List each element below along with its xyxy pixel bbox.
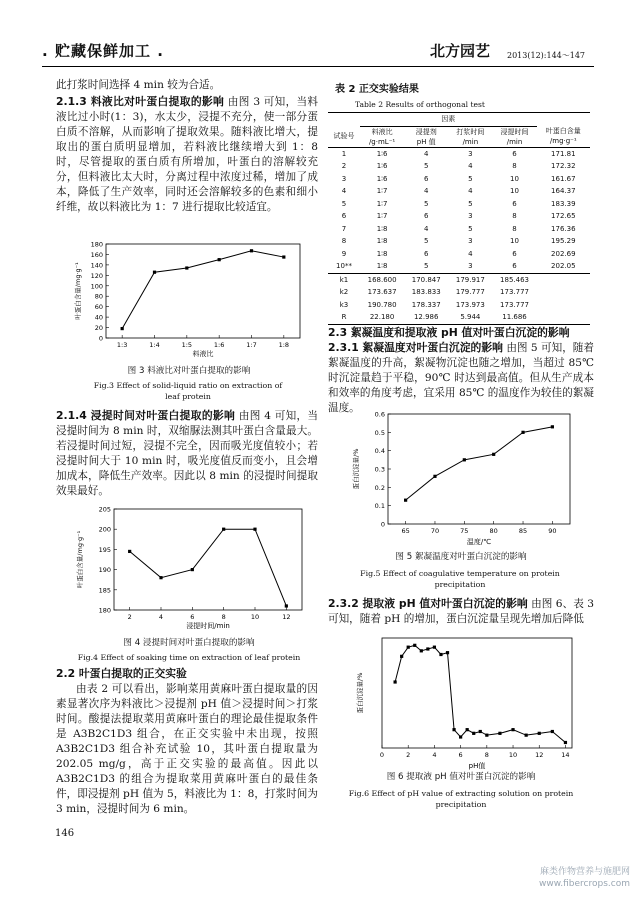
data-point: [564, 741, 567, 744]
table-cell: 172.65: [551, 212, 576, 221]
table-cell: 4: [423, 187, 429, 196]
table-cell: 1∶7: [376, 187, 388, 196]
table-row: [328, 299, 590, 312]
data-point: [404, 499, 407, 502]
table-cell: 1∶8: [376, 237, 388, 246]
table-cell: 190.780: [367, 300, 397, 309]
table-cell: 164.37: [551, 187, 576, 196]
y-tick-label: 205: [98, 505, 111, 514]
y-axis-label: 蛋白沉淀量/%: [356, 672, 364, 714]
y-tick-label: 195: [98, 545, 111, 554]
table-cell: 6: [423, 212, 429, 221]
table-cell: 179.917: [455, 275, 485, 284]
x-tick-label: 1:3: [116, 341, 128, 349]
table-cell: 6: [512, 199, 517, 208]
table-body: [328, 147, 590, 324]
table-cell: 179.777: [455, 288, 485, 297]
table-cell: 8: [512, 162, 517, 171]
series-line: [122, 251, 284, 329]
table-row: [328, 173, 590, 186]
table-cell: 6: [423, 174, 429, 183]
y-tick-label: 0.6: [374, 410, 385, 419]
data-point: [525, 734, 528, 737]
y-tick-label: 0.2: [374, 483, 385, 492]
x-tick-label: 4: [158, 613, 164, 621]
x-tick-label: 1:4: [149, 341, 160, 349]
table-cell: 170.847: [411, 275, 441, 284]
table-cell: 183.833: [411, 288, 441, 297]
table-cell: 6: [423, 249, 429, 258]
section-2-3-2-heading: 2.3.2 提取液 pH 值对叶蛋白沉淀的影响: [328, 597, 528, 610]
y-axis-label: 叶蛋白含量/mg·g⁻¹: [74, 262, 82, 320]
x-tick-label: 1:6: [213, 341, 225, 349]
table-cell: 5: [468, 224, 473, 233]
data-point: [511, 728, 514, 731]
table-cell: 1∶6: [376, 174, 388, 183]
data-point: [472, 732, 475, 735]
table-cell: 1∶8: [376, 249, 388, 258]
data-point: [413, 644, 416, 647]
table-row: [328, 273, 590, 286]
section-2-3-heading: 2.3 絮凝温度和提取液 pH 值对叶蛋白沉淀的影响: [328, 326, 570, 339]
data-point: [463, 458, 466, 461]
table-cell: 5.944: [460, 313, 481, 322]
table-row: [328, 311, 590, 324]
section-2-1-4: [56, 408, 318, 499]
page-number: 146: [55, 828, 75, 839]
journal-section-label: 贮藏保鲜加工: [54, 42, 151, 60]
table-cell: 161.67: [551, 174, 576, 183]
x-tick-label: 1:7: [246, 341, 257, 349]
y-tick-label: 0: [380, 520, 385, 529]
data-point: [222, 528, 225, 531]
y-tick-label: 0: [98, 334, 103, 343]
table-header-row: [328, 126, 590, 147]
x-tick-label: 14: [561, 751, 570, 759]
data-point: [551, 425, 554, 428]
table-cell: 10: [510, 187, 519, 196]
y-tick-label: 0.1: [374, 502, 385, 511]
section-2-3-2-text: 由图 6、表 3 可知，随着 pH 的增加，蛋白沉淀量呈现先增加后降低: [328, 598, 594, 625]
section-2-1-4-heading: 2.1.4 浸提时间对叶蛋白提取的影响: [56, 409, 236, 422]
table-cell: 5: [341, 199, 347, 208]
table-cell: 195.29: [551, 237, 576, 246]
x-tick-label: 1:5: [181, 341, 193, 349]
table-group-spacer: [328, 113, 360, 127]
data-point: [426, 647, 429, 650]
x-tick-label: 6: [190, 613, 195, 621]
issue-info: 2013(12):144～147: [507, 51, 586, 60]
x-tick-label: 12: [282, 613, 291, 621]
y-tick-label: 80: [94, 292, 103, 301]
data-point: [433, 646, 436, 649]
table-cell: 3: [468, 237, 473, 246]
table-cell: 3: [468, 212, 473, 221]
table-cell: 1∶8: [376, 224, 388, 233]
table-cell: 10: [510, 237, 519, 246]
y-tick-label: 200: [98, 525, 111, 534]
journal-section-title: [42, 40, 164, 61]
y-tick-label: 100: [90, 282, 103, 291]
table2-wrapper: [328, 112, 590, 325]
data-point: [538, 732, 541, 735]
y-tick-label: 20: [94, 324, 103, 333]
table-row: [328, 147, 590, 160]
x-axis-label: 料液比: [192, 350, 214, 358]
plot-frame: [114, 509, 302, 610]
data-point: [407, 646, 410, 649]
y-axis-label: 叶蛋白含量/mg·g⁻¹: [76, 530, 84, 589]
y-tick-label: 190: [98, 566, 111, 575]
table-cell: R: [341, 313, 347, 322]
table-row: [328, 260, 590, 273]
x-tick-label: 12: [535, 751, 544, 759]
table-cell: 1∶8: [376, 262, 388, 271]
y-axis-label: 蛋白沉淀量/%: [352, 448, 360, 490]
fig3-caption-en: Fig.3 Effect of solid-liquid ratio on extraction of leaf protein: [93, 381, 283, 401]
table-cell: 12.986: [413, 313, 439, 322]
x-tick-label: 1:8: [278, 341, 290, 349]
table-cell: [537, 273, 590, 286]
table-cell: 4: [423, 224, 429, 233]
table-cell: 6: [512, 262, 517, 271]
table-cell: 3: [468, 262, 473, 271]
table-cell: 8: [512, 212, 517, 221]
y-tick-label: 0.3: [374, 465, 385, 474]
table-header-cell: 叶蛋白含量 /mg·g⁻¹: [545, 127, 581, 146]
table-cell: 5: [423, 162, 429, 171]
y-tick-label: 0.5: [374, 428, 385, 437]
fig3-caption-cn: 图 3 料液比对叶蛋白提取的影响: [127, 366, 251, 376]
table-cell: 1∶7: [376, 212, 388, 221]
x-tick-label: 10: [250, 613, 260, 621]
data-point: [551, 730, 554, 733]
data-point: [250, 249, 253, 252]
section-dot-icon: .: [157, 42, 164, 60]
data-point: [466, 728, 469, 731]
series-line: [395, 645, 565, 742]
fig6-caption-cn: 图 6 提取液 pH 值对叶蛋白沉淀的影响: [386, 772, 536, 782]
table-cell: 5: [423, 237, 429, 246]
header-rule: [42, 66, 594, 67]
data-point: [159, 576, 162, 579]
data-point: [498, 732, 501, 735]
table-row: [328, 160, 590, 173]
table-cell: 173.777: [500, 300, 529, 309]
x-tick-label: 0: [379, 751, 385, 759]
table-cell: 173.777: [500, 288, 529, 297]
table-cell: 7: [341, 224, 347, 233]
table-cell: 5: [423, 199, 429, 208]
data-point: [253, 528, 256, 531]
table-cell: 176.36: [551, 224, 576, 233]
table-cell: 2: [341, 162, 347, 171]
table-cell: 10**: [336, 262, 352, 271]
section-2-2-heading: 2.2 叶蛋白提取的正交实验: [56, 667, 187, 680]
table-header-cell: 料液比 /g·mL⁻¹: [368, 127, 396, 146]
y-tick-label: 40: [94, 313, 103, 322]
data-point: [485, 734, 488, 737]
table-cell: 4: [423, 149, 429, 158]
data-point: [433, 475, 436, 478]
data-point: [459, 735, 462, 738]
x-tick-label: 10: [508, 751, 518, 759]
data-point: [394, 680, 397, 683]
x-tick-label: 90: [548, 527, 557, 535]
plot-frame: [382, 638, 572, 748]
data-point: [282, 255, 285, 258]
plot-frame: [106, 244, 300, 338]
x-tick-label: 75: [460, 527, 469, 535]
table-cell: 4: [468, 249, 473, 258]
fig6-caption-en: Fig.6 Effect of pH value of extracting solution on protein precipitation: [348, 789, 574, 809]
table-row: [328, 210, 590, 223]
data-point: [191, 568, 194, 571]
table-cell: 8: [341, 237, 347, 246]
data-point: [285, 604, 288, 607]
table-cell: k3: [339, 300, 349, 309]
table-cell: 168.600: [367, 275, 397, 284]
table-cell: k2: [339, 288, 349, 297]
table-header-cell: 打浆时间 /min: [456, 127, 485, 146]
journal-name: 北方园艺: [430, 42, 491, 60]
x-tick-label: 65: [401, 527, 410, 535]
table-header-cell: 浸提时间 /min: [500, 127, 529, 146]
y-tick-label: 60: [94, 303, 103, 312]
table-row: [328, 235, 590, 248]
data-point: [479, 730, 482, 733]
data-point: [420, 649, 423, 652]
y-tick-label: 140: [90, 261, 103, 270]
table-cell: 5: [468, 174, 473, 183]
table-cell: 1: [341, 149, 347, 158]
fig5-caption-en: Fig.5 Effect of coagulative temperature on protein precipitation: [360, 569, 560, 589]
table-row: [328, 223, 590, 236]
table-cell: 202.69: [551, 249, 576, 258]
table-cell: 22.180: [369, 313, 395, 322]
series-line: [130, 529, 287, 606]
data-point: [452, 728, 455, 731]
section-2-1-4-text: 由图 4 可知，当浸提时间为 8 min 时，双缩脲法测其叶蛋白含量最大。若浸提时间过短，浸提不完全，因而吸光度值较小；若浸提时间大于 10 min 时，吸光度值反而变小，且会增加成本，降低生产效率。因此以 8 min 的浸提时间提取效果最好。: [56, 410, 319, 497]
table-cell: 183.39: [551, 199, 576, 208]
table-row: [328, 248, 590, 261]
data-point: [121, 327, 124, 330]
section-2-3-1: [328, 340, 594, 416]
y-tick-label: 0.4: [374, 447, 385, 456]
x-tick-label: 70: [430, 527, 440, 535]
data-point: [128, 550, 131, 553]
section-2-1-3-text: 由图 3 可知，当料液比过小时(1：3)，水太少，浸提不充分，使一部分蛋白质不溶解，从而影响了提取效果。随料液比增大，提取出的蛋白质明显增加，若料液比继续增大到 1：8 时，尽管提取的蛋白质有所增加，叶蛋白的溶解较充分，但料液比太大时，分离过程中浓度过稀，增加了成本，降低了生产效率，同时还会溶解较多的色素和细小纤维，故以料液比为 1：7 进行提取比较适宜。: [56, 96, 318, 213]
fig4-chart: [72, 505, 312, 630]
table-cell: 173.973: [455, 300, 485, 309]
section-2-1-3-heading: 2.1.3 料液比对叶蛋白提取的影响: [56, 95, 225, 108]
fig5-chart: [348, 408, 578, 546]
table-cell: 202.05: [551, 262, 576, 271]
x-tick-label: 2: [406, 751, 411, 759]
x-tick-label: 8: [484, 751, 489, 759]
data-point: [153, 271, 156, 274]
x-tick-label: 85: [518, 527, 528, 535]
table-cell: 6: [512, 249, 517, 258]
table-cell: [537, 311, 590, 324]
x-tick-label: 2: [127, 613, 132, 621]
x-axis-label: pH值: [468, 762, 486, 770]
fig6-chart: [352, 632, 582, 770]
section-2-3-2: [328, 596, 594, 627]
table-cell: 178.337: [411, 300, 441, 309]
table-cell: 5: [423, 262, 429, 271]
section-2-3-1-heading: 2.3.1 絮凝温度对叶蛋白沉淀的影响: [328, 341, 503, 354]
y-tick-label: 180: [90, 240, 103, 249]
table-cell: 185.463: [500, 275, 529, 284]
table2-title-en: Table 2 Results of orthogonal test: [355, 100, 485, 109]
section-2-3-1-text: 由图 5 可知，随着絮凝温度的升高，絮凝物沉淀也随之增加，当超过 85℃ 时沉淀量趋于平稳，90℃ 时达到最高值。但从生产成本和效率的角度考虑，宜采用 85℃ 的温度作为较佳的絮凝温度。: [328, 342, 594, 414]
table-group-spacer: [537, 113, 590, 127]
x-tick-label: 6: [458, 751, 463, 759]
table-cell: 10: [510, 174, 519, 183]
series-line: [406, 427, 553, 500]
table-row: [328, 198, 590, 211]
table-cell: 1∶7: [376, 199, 388, 208]
table-cell: 11.686: [502, 313, 527, 322]
table-cell: 173.637: [367, 288, 397, 297]
data-point: [218, 258, 221, 261]
data-point: [446, 651, 449, 654]
orthogonal-test-table: [328, 112, 590, 325]
table-cell: 3: [468, 149, 473, 158]
fig5-caption-cn: 图 5 絮凝温度对叶蛋白沉淀的影响: [395, 552, 527, 562]
watermark: 麻类作物营养与施肥网 www.fibercrops.com: [539, 867, 630, 889]
table-cell: k1: [339, 275, 349, 284]
table2-title-text: 表 2 正交实验结果: [335, 84, 419, 95]
y-tick-label: 180: [98, 606, 111, 615]
table-cell: 4: [468, 162, 473, 171]
section-2-1-3: [56, 94, 318, 215]
fig3-chart: [70, 240, 310, 358]
table-cell: [537, 299, 590, 312]
table-cell: 171.81: [551, 149, 576, 158]
fig4-caption-cn: 图 4 浸提时间对叶蛋白提取的影响: [123, 638, 255, 648]
y-tick-label: 185: [98, 586, 111, 595]
table-cell: 5: [468, 199, 473, 208]
table2-title: [335, 80, 597, 95]
data-point: [400, 655, 403, 658]
table-cell: 172.32: [551, 162, 576, 171]
table-cell: 6: [341, 212, 347, 221]
table-cell: 6: [512, 149, 517, 158]
x-axis-label: 温度/℃: [466, 538, 492, 546]
data-point: [492, 453, 495, 456]
x-tick-label: 4: [432, 751, 437, 759]
data-point: [185, 266, 188, 269]
section-2-2-text: 由表 2 可以看出，影响菜用黄麻叶蛋白提取量的因素显著次序为料液比＞浸提剂 pH 值＞浸提时间＞打浆时间。酸提法提取菜用黄麻叶蛋白的理论最佳提取条件是 A3B2C1D3 组合，在正交实验中未出现，按照 A3B2C1D3 组合补充试验 10，其叶蛋白提取量为 202.05 mg/g，高于正交实验的最高值。因此以 A3B2C1D3 的组合为提取菜用黄麻叶蛋白的最佳条件，即浸提剂 pH 值为 5，料液比为 1：8，打浆时间为 3 min，浸提时间为 6 min。: [56, 683, 318, 815]
table-group-header: 因素: [360, 113, 537, 127]
table-row: [328, 286, 590, 299]
section-dot-icon: .: [42, 42, 49, 60]
data-point: [521, 431, 524, 434]
table-header-cell: 试验号: [333, 132, 355, 141]
x-tick-label: 8: [221, 613, 226, 621]
table-cell: 1∶6: [376, 149, 388, 158]
table-row: [328, 185, 590, 198]
data-point: [439, 653, 442, 656]
fig4-caption-en: Fig.4 Effect of soaking time on extraction of leaf protein: [77, 653, 301, 662]
x-axis-label: 浸提时间/min: [186, 622, 230, 630]
paragraph-intro: 此打浆时间选择 4 min 较为合适。: [56, 79, 221, 91]
plot-frame: [388, 414, 570, 524]
table-cell: 4: [468, 187, 473, 196]
y-tick-label: 160: [90, 250, 103, 259]
table-cell: 1∶6: [376, 162, 388, 171]
table-header-cell: 浸提剂 pH 值: [415, 127, 437, 146]
x-tick-label: 80: [489, 527, 498, 535]
table-cell: 3: [341, 174, 347, 183]
y-tick-label: 120: [90, 271, 103, 280]
table-cell: 9: [341, 249, 347, 258]
table-cell: [537, 286, 590, 299]
table-cell: 4: [341, 187, 347, 196]
table-cell: 8: [512, 224, 517, 233]
